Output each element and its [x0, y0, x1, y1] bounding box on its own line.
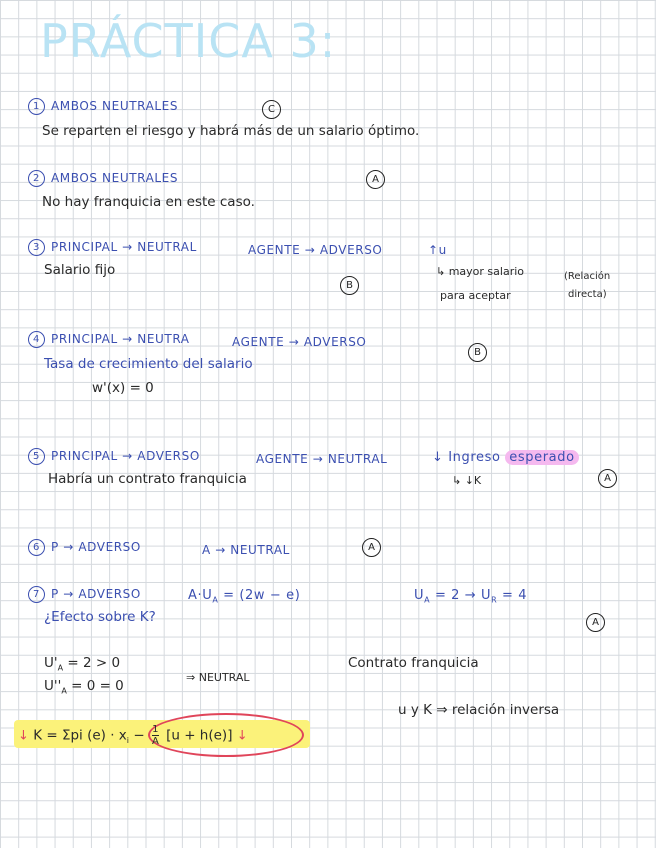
q3-note-4: directa) [568, 289, 607, 300]
q3-text: Salario fijo [44, 262, 116, 278]
q5-heading-mid: AGENTE → NEUTRAL [256, 452, 388, 466]
q5-heading-right-text: ↓ Ingreso [432, 450, 501, 465]
q1-number: 1 [28, 98, 45, 115]
formula-lhs: K = Σpi (e) · x [33, 727, 127, 744]
formula-frac-den: A [151, 736, 159, 747]
q2-answer-badge: A [366, 170, 385, 189]
q4-text: Tasa de crecimiento del salario [44, 356, 253, 372]
formula-frac-num: 1 [152, 724, 159, 735]
deriv-line-1 [44, 655, 120, 673]
q6-heading-left: P → ADVERSO [51, 540, 141, 554]
q3-answer-badge: B [340, 276, 359, 295]
deriv-2-sub: A [61, 686, 67, 696]
q3-heading-right: ↑u [428, 243, 447, 257]
q6-number: 6 [28, 539, 45, 556]
q4-answer-badge: B [468, 343, 487, 362]
q7-heading-left: P → ADVERSO [51, 587, 141, 601]
q7-number: 7 [28, 586, 45, 603]
q4-heading [28, 331, 190, 348]
q7-heading-mid [188, 588, 300, 605]
formula-bracket: [u + h(e)] [166, 727, 233, 744]
q3-note-2: para aceptar [440, 289, 511, 302]
q5-heading-left: PRINCIPAL → ADVERSO [51, 449, 200, 463]
q5-heading-right [432, 450, 579, 465]
q3-heading-mid: AGENTE → ADVERSO [248, 243, 383, 257]
deriv-1-u: U' [44, 655, 58, 671]
q3-number: 3 [28, 239, 45, 256]
contract-text: Contrato franquicia [348, 655, 479, 671]
formula-fraction [152, 724, 159, 747]
q6-answer-badge: A [362, 538, 381, 557]
relation-text: u y K ⇒ relación inversa [398, 702, 560, 718]
formula [18, 724, 248, 747]
formula-down-arrow-right: ↓ [236, 728, 248, 744]
q4-heading-mid: AGENTE → ADVERSO [232, 335, 367, 349]
q7-right-sub: A [424, 595, 431, 605]
q1-text: Se reparten el riesgo y habrá más de un salario óptimo. [42, 123, 420, 139]
q7-right-u: U [414, 588, 425, 603]
q7-heading-right [414, 588, 527, 605]
deriv-1-rest: = 2 > 0 [67, 655, 121, 671]
q4-heading-left: PRINCIPAL → NEUTRA [51, 332, 190, 346]
q3-heading [28, 239, 197, 256]
deriv-1-sub: A [57, 663, 64, 673]
formula-minus: − [133, 727, 145, 744]
q2-heading-text: AMBOS NEUTRALES [51, 171, 179, 185]
q1-heading [28, 98, 178, 115]
page-title: PRÁCTICA 3: [40, 14, 337, 68]
q5-note: ↳ ↓K [452, 474, 482, 487]
q3-note-3: (Relación [564, 271, 611, 282]
q7-question: ¿Efecto sobre K? [44, 609, 156, 625]
q7-heading [28, 586, 141, 603]
formula-down-arrow-left: ↓ [18, 728, 29, 744]
q2-text: No hay franquicia en este caso. [42, 194, 255, 210]
q1-heading-text: AMBOS NEUTRALES [51, 99, 179, 113]
q4-formula: w'(x) = 0 [92, 380, 154, 396]
q5-heading [28, 448, 200, 465]
deriv-2-rest: = 0 = 0 [71, 678, 124, 694]
q5-number: 5 [28, 448, 45, 465]
q5-highlight-esperado: esperado [505, 450, 578, 465]
q7-right-mid: = 2 → U [434, 588, 492, 603]
q4-number: 4 [28, 331, 45, 348]
q5-answer-badge: A [598, 469, 617, 488]
q7-right-sub2: R [491, 595, 498, 605]
deriv-neutral-arrow: ⇒ NEUTRAL [186, 671, 250, 684]
q3-note-1: ↳ mayor salario [436, 265, 525, 278]
q7-answer-badge: A [586, 613, 605, 632]
formula-lhs-sub: i [126, 736, 130, 746]
q7-mid-sub: A [212, 595, 219, 605]
q6-heading [28, 539, 141, 556]
q2-number: 2 [28, 170, 45, 187]
q7-right-end: = 4 [502, 588, 528, 603]
q2-heading [28, 170, 178, 187]
q5-text: Habría un contrato franquicia [48, 471, 247, 487]
q6-heading-mid: A → NEUTRAL [202, 543, 290, 557]
q3-heading-left: PRINCIPAL → NEUTRAL [51, 240, 197, 254]
deriv-line-2 [44, 678, 124, 696]
q1-answer-badge: C [262, 100, 281, 119]
deriv-2-u: U'' [44, 678, 62, 694]
q7-mid-a: A·U [188, 588, 213, 603]
q7-mid-rest: = (2w − e) [223, 588, 301, 603]
